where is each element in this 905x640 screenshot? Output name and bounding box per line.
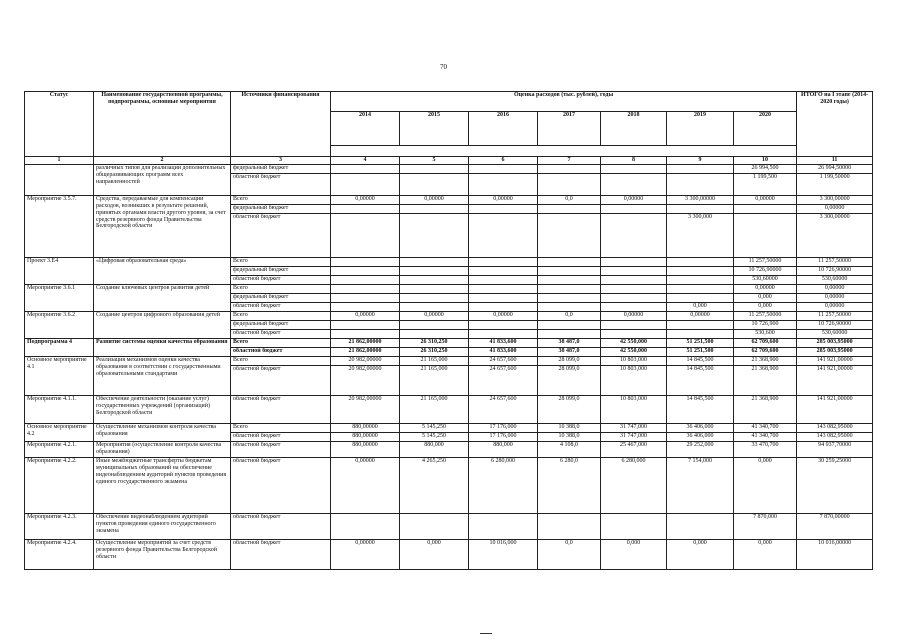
row-value: 62 709,600	[734, 338, 797, 347]
header-year: 2014	[331, 112, 400, 146]
col-number: 10	[734, 157, 797, 165]
row-value: 880,00000	[331, 423, 400, 432]
row-value: 5 145,250	[400, 423, 469, 432]
header-year: 2019	[667, 112, 734, 146]
col-number: 9	[667, 157, 734, 165]
row-value: 38 487,0	[538, 347, 601, 356]
row-source: федеральный бюджет	[231, 293, 331, 302]
table-row	[25, 457, 873, 513]
row-value: 21 862,00000	[331, 347, 400, 356]
row-status: Мероприятие 4.2.4.	[25, 539, 94, 569]
table-row	[25, 513, 873, 539]
col-number: 2	[94, 157, 231, 165]
row-source: Всего	[231, 311, 331, 320]
row-value: 21 368,900	[734, 356, 797, 365]
row-value: 6 280,000	[601, 457, 667, 513]
row-value: 0,00000	[331, 457, 400, 513]
row-value: 41 833,600	[469, 347, 538, 356]
header-total: ИТОГО на I этапе (2014-2020 годы)	[797, 92, 873, 157]
row-source: федеральный бюджет	[231, 204, 331, 213]
row-value: 11 257,50000	[734, 257, 797, 266]
row-value: 4 108,0	[538, 441, 601, 457]
row-value: 31 747,000	[601, 432, 667, 441]
row-value: 10 726,90000	[734, 266, 797, 275]
row-value: 24 657,600	[469, 365, 538, 395]
row-total: 3 300,00000	[797, 213, 873, 257]
row-value: 62 709,600	[734, 347, 797, 356]
row-value: 21 165,000	[400, 395, 469, 423]
row-status: Проект 3.Е4	[25, 257, 94, 284]
row-value: 51 251,500	[667, 338, 734, 347]
row-value: 26 310,250	[400, 347, 469, 356]
row-name: Создание ключевых центров развития детей	[94, 284, 231, 311]
table-row	[25, 257, 873, 266]
row-name: Развитие системы оценки качества образования	[94, 338, 231, 356]
row-status: Мероприятие 4.2.1.	[25, 441, 94, 457]
row-value: 0,000	[734, 539, 797, 569]
row-value: 0,000	[734, 293, 797, 302]
row-value: 10 016,000	[469, 539, 538, 569]
row-value: 14 845,500	[667, 365, 734, 395]
row-value: 880,000	[469, 441, 538, 457]
row-source: Всего	[231, 257, 331, 266]
row-total: 26 994,50000	[797, 164, 873, 173]
row-source: областной бюджет	[231, 539, 331, 569]
row-value: 17 176,000	[469, 432, 538, 441]
row-total: 530,60000	[797, 329, 873, 338]
page-number: 70	[440, 63, 447, 71]
row-source: федеральный бюджет	[231, 164, 331, 173]
row-value: 10 803,000	[601, 356, 667, 365]
row-value: 25 467,000	[601, 441, 667, 457]
header-year: 2018	[601, 112, 667, 146]
row-value: 51 251,500	[667, 347, 734, 356]
header-year: 2017	[538, 112, 601, 146]
row-value: 20 982,00000	[331, 356, 400, 365]
row-total: 143 082,95000	[797, 432, 873, 441]
row-name: Обеспечение деятельности (оказание услуг) государственных учреждений (организаций) Белгородской области	[94, 395, 231, 423]
row-value: 21 862,00000	[331, 338, 400, 347]
row-source: областной бюджет	[231, 441, 331, 457]
row-source: областной бюджет	[231, 347, 331, 356]
table-row	[25, 164, 873, 173]
row-source: областной бюджет	[231, 329, 331, 338]
budget-table	[24, 91, 873, 570]
row-status: Мероприятие 4.1.1.	[25, 395, 94, 423]
row-value: 26 310,250	[400, 338, 469, 347]
row-value: 0,000	[601, 539, 667, 569]
row-value: 0,000	[667, 302, 734, 311]
row-value: 24 657,600	[469, 356, 538, 365]
row-total: 141 921,00000	[797, 356, 873, 365]
table-row	[25, 423, 873, 432]
row-value: 21 165,000	[400, 356, 469, 365]
row-value: 10 803,000	[601, 365, 667, 395]
row-value: 0,0	[538, 311, 601, 320]
col-number: 11	[797, 157, 873, 165]
row-value: 26 994,500	[734, 164, 797, 173]
row-status: Мероприятие 3.6.1	[25, 284, 94, 311]
row-name: Реализация механизмов оценки качества образования в соответствии с государственными образовательными стандартами	[94, 356, 231, 395]
header-status: Статус	[25, 92, 94, 157]
row-value: 42 550,000	[601, 347, 667, 356]
row-total: 11 257,50000	[797, 311, 873, 320]
scan-mark	[480, 633, 492, 634]
row-source: областной бюджет	[231, 173, 331, 195]
row-value: 21 368,900	[734, 365, 797, 395]
row-value: 0,00000	[734, 195, 797, 204]
row-value: 14 845,500	[667, 356, 734, 365]
row-status: Основное мероприятие 4.1	[25, 356, 94, 395]
col-number: 6	[469, 157, 538, 165]
row-value: 10 388,0	[538, 423, 601, 432]
row-value: 0,00000	[331, 311, 400, 320]
table-row	[25, 284, 873, 293]
col-number: 3	[231, 157, 331, 165]
row-value: 530,600	[734, 329, 797, 338]
row-source: Всего	[231, 284, 331, 293]
table-row	[25, 441, 873, 457]
table-row	[25, 195, 873, 204]
row-value: 24 657,600	[469, 395, 538, 423]
row-value: 0,00000	[601, 195, 667, 204]
row-value: 0,000	[734, 302, 797, 311]
row-source: областной бюджет	[231, 513, 331, 539]
row-total: 0,00000	[797, 302, 873, 311]
row-value: 0,00000	[601, 311, 667, 320]
row-value: 5 145,250	[400, 432, 469, 441]
row-value: 29 252,000	[667, 441, 734, 457]
row-value: 0,000	[400, 539, 469, 569]
row-value: 10 726,900	[734, 320, 797, 329]
row-value: 11 257,50000	[734, 311, 797, 320]
row-value: 31 747,000	[601, 423, 667, 432]
row-value: 7 154,000	[667, 457, 734, 513]
col-number: 7	[538, 157, 601, 165]
col-number: 8	[601, 157, 667, 165]
row-total: 10 016,00000	[797, 539, 873, 569]
row-source: областной бюджет	[231, 432, 331, 441]
row-value: 0,00000	[331, 195, 400, 204]
row-total: 11 257,50000	[797, 257, 873, 266]
row-source: областной бюджет	[231, 365, 331, 395]
row-status: Мероприятие 3.5.7.	[25, 195, 94, 257]
row-value: 6 280,000	[469, 457, 538, 513]
row-source: областной бюджет	[231, 213, 331, 257]
row-status: Мероприятие 4.2.3.	[25, 513, 94, 539]
row-value: 530,60000	[734, 275, 797, 284]
row-source: Всего	[231, 338, 331, 347]
header-name: Наименование государственной программы, подпрограммы, основные мероприятия	[94, 92, 231, 157]
row-source: федеральный бюджет	[231, 320, 331, 329]
row-total: 143 082,95000	[797, 423, 873, 432]
row-value: 20 982,00000	[331, 395, 400, 423]
row-value: 880,00000	[331, 441, 400, 457]
row-value: 0,00000	[734, 284, 797, 293]
row-name: Обеспечение видеонаблюдением аудиторий пунктов проведения единого государственного экзамена	[94, 513, 231, 539]
row-value: 10 388,0	[538, 432, 601, 441]
row-source: областной бюджет	[231, 395, 331, 423]
row-value: 28 099,0	[538, 365, 601, 395]
col-number: 5	[400, 157, 469, 165]
header-source: Источники финансирования	[231, 92, 331, 157]
header-year: 2015	[400, 112, 469, 146]
row-value: 0,000	[734, 457, 797, 513]
row-value: 0,00000	[331, 539, 400, 569]
row-source: Всего	[231, 356, 331, 365]
row-value: 41 833,600	[469, 338, 538, 347]
row-value: 0,00000	[400, 195, 469, 204]
row-total: 530,60000	[797, 275, 873, 284]
row-total: 1 199,50000	[797, 173, 873, 195]
row-name: различных типов для реализации дополнительных общеразвивающих программ всех направленностей	[94, 164, 231, 195]
row-value: 17 176,000	[469, 423, 538, 432]
row-name: Иные межбюджетные трансферты бюджетам муниципальных образований на обеспечение видеонаблюдением аудиторий пунктов проведения единого государственного экзамена	[94, 457, 231, 513]
row-value: 41 340,700	[734, 423, 797, 432]
row-total: 0,00000	[797, 204, 873, 213]
row-value: 0,00000	[667, 311, 734, 320]
row-total: 94 937,70000	[797, 441, 873, 457]
row-name: Средства, передаваемые для компенсации расходов, возникших в результате решений, принятых органами власти другого уровня, за счет средств резервного фонда Правительства Белгородской области	[94, 195, 231, 257]
row-source: областной бюджет	[231, 302, 331, 311]
col-number: 4	[331, 157, 400, 165]
row-value: 880,00000	[331, 432, 400, 441]
row-value: 0,0	[538, 195, 601, 204]
row-total: 10 726,90000	[797, 320, 873, 329]
row-name: Осуществление мероприятий за счет средств резервного фонда Правительства Белгородской области	[94, 539, 231, 569]
row-value: 28 099,0	[538, 395, 601, 423]
table-row	[25, 539, 873, 569]
row-value: 0,00000	[400, 311, 469, 320]
row-value: 20 982,00000	[331, 365, 400, 395]
row-source: федеральный бюджет	[231, 266, 331, 275]
row-total: 285 003,95000	[797, 347, 873, 356]
header-year: 2016	[469, 112, 538, 146]
row-source: Всего	[231, 195, 331, 204]
row-value: 0,00000	[469, 311, 538, 320]
row-total: 30 259,25000	[797, 457, 873, 513]
row-value: 880,000	[400, 441, 469, 457]
row-value: 14 845,500	[667, 395, 734, 423]
row-name: «Цифровая образовательная среда»	[94, 257, 231, 284]
row-total: 141 921,00000	[797, 395, 873, 423]
row-source: Всего	[231, 423, 331, 432]
table-row	[25, 311, 873, 320]
table-row	[25, 395, 873, 423]
row-total: 10 726,90000	[797, 266, 873, 275]
row-name: Создание центров цифрового образования детей	[94, 311, 231, 338]
row-status: Подпрограмма 4	[25, 338, 94, 356]
row-value: 21 165,000	[400, 365, 469, 395]
header-year: 2020	[734, 112, 797, 146]
row-status: Мероприятие 3.6.2	[25, 311, 94, 338]
row-value: 10 803,000	[601, 395, 667, 423]
row-value: 7 870,000	[734, 513, 797, 539]
row-name: Мероприятия (осуществление контроля качества образования)	[94, 441, 231, 457]
header-estimate: Оценка расходов (тыс. рублей), годы	[331, 92, 797, 112]
row-value: 0,000	[667, 539, 734, 569]
row-total: 3 300,00000	[797, 195, 873, 204]
row-source: областной бюджет	[231, 457, 331, 513]
row-value: 0,00000	[469, 195, 538, 204]
row-value: 38 487,0	[538, 338, 601, 347]
row-value: 21 368,900	[734, 395, 797, 423]
row-value: 6 280,0	[538, 457, 601, 513]
row-total: 141 921,00000	[797, 365, 873, 395]
row-value: 41 340,700	[734, 432, 797, 441]
row-value: 36 406,000	[667, 423, 734, 432]
col-number: 1	[25, 157, 94, 165]
row-source: областной бюджет	[231, 275, 331, 284]
row-value: 42 550,000	[601, 338, 667, 347]
row-total: 0,00000	[797, 293, 873, 302]
table-row	[25, 356, 873, 365]
row-value: 33 470,700	[734, 441, 797, 457]
row-total: 7 870,00000	[797, 513, 873, 539]
row-name: Осуществление механизмов контроля качества образования	[94, 423, 231, 441]
row-value: 3 300,000	[667, 213, 734, 257]
row-total: 0,00000	[797, 284, 873, 293]
row-total: 285 003,95000	[797, 338, 873, 347]
row-value: 3 300,00000	[667, 195, 734, 204]
row-value: 4 265,250	[400, 457, 469, 513]
row-value: 0,0	[538, 539, 601, 569]
row-value: 1 199,500	[734, 173, 797, 195]
row-value: 28 099,0	[538, 356, 601, 365]
row-status: Основное мероприятие 4.2	[25, 423, 94, 441]
row-value: 36 406,000	[667, 432, 734, 441]
table-row	[25, 338, 873, 347]
row-status: Мероприятие 4.2.2.	[25, 457, 94, 513]
